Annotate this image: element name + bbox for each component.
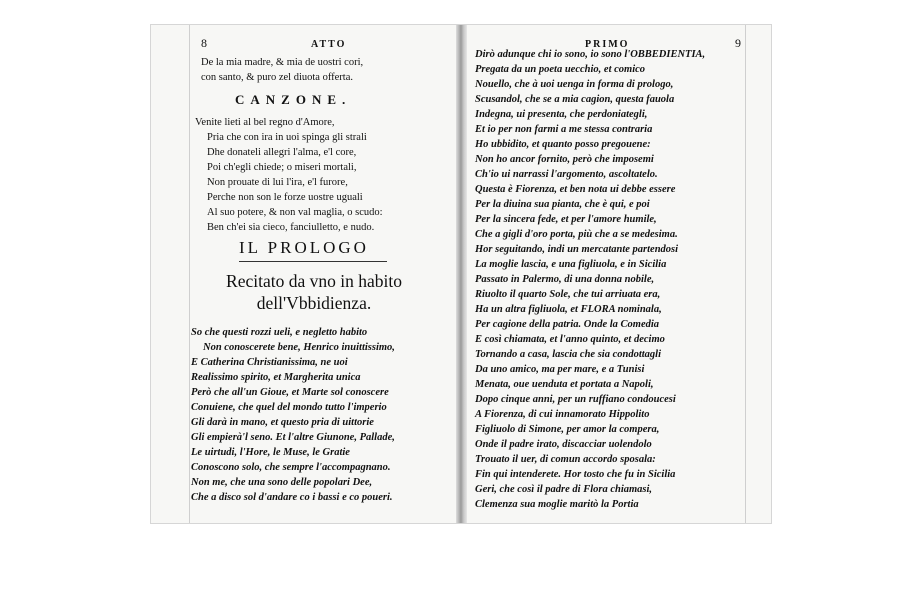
text-line: Realissimo spirito, et Margherita unica <box>191 372 361 383</box>
text-line: Hor seguitando, indi un mercatante partendosi <box>475 244 679 255</box>
text-line: Conoscono solo, che sempre l'accompagnano. <box>191 462 391 473</box>
text-line: Per la diuina sua pianta, che è qui, e poi <box>475 199 650 210</box>
text-line: So che questi rozzi ueli, e negletto habito <box>191 327 368 338</box>
canzone-verses <box>195 115 383 235</box>
book-spread <box>150 24 772 524</box>
recitato-line: Recitato da vno in habito <box>226 271 402 291</box>
text-line: Trouato il uer, di comun accordo sposala: <box>475 454 656 465</box>
text-line: De la mia madre, & mia de uostri cori, <box>201 57 364 68</box>
text-line: Et io per non farmi a me stessa contraria <box>475 124 653 135</box>
text-line: E così chiamata, et l'anno quinto, et decimo <box>475 334 665 345</box>
text-line: A Fiorenza, di cui innamorato Hippolito <box>475 409 650 420</box>
text-line: Le uirtudi, l'Hore, le Muse, le Gratie <box>191 447 350 458</box>
text-line: Ch'io ui narrassi l'argomento, ascoltatelo. <box>475 169 658 180</box>
title-rule <box>239 261 387 262</box>
text-line: Scusandol, che se a mia cagion, questa fauola <box>475 94 675 105</box>
text-line: Figliuolo di Simone, per amor la compera, <box>475 424 660 435</box>
left-top-text <box>201 55 363 85</box>
recitato-line: dell'Vbbidienza. <box>256 293 372 313</box>
text-line: Riuolto il quarto Sole, che tui arriuata era, <box>475 289 661 300</box>
left-page-number: 8 <box>201 36 207 50</box>
text-line: Per la sincera fede, et per l'amore humile, <box>475 214 657 225</box>
prologo-title: IL PROLOGO <box>239 238 369 257</box>
right-running-head: PRIMO <box>585 39 630 50</box>
text-line: Conuiene, che quel del mondo tutto l'imperio <box>191 402 387 413</box>
text-line: Ha un altra figliuola, et FLORA nominala, <box>475 304 662 315</box>
text-line: Clemenza sua moglie maritò la Portia <box>475 499 639 510</box>
text-line: Geri, che così il padre di Flora chiamasi, <box>475 484 653 495</box>
prologo-text <box>191 325 395 505</box>
right-page-number: 9 <box>735 36 741 50</box>
text-line: Dopo cinque anni, per un ruffiano condoucesi <box>475 394 676 405</box>
verse-line: Poi ch'egli chiede; o miseri mortali, <box>207 162 357 173</box>
verse-line: Non prouate di lui l'ira, e'l furore, <box>207 177 348 188</box>
right-page <box>467 25 771 523</box>
verse-line: Perche non son le forze uostre uguali <box>207 192 363 203</box>
text-line: Dirò adunque chi io sono, io sono l'OBBEDIENTIA, <box>475 49 706 60</box>
text-line: Fin qui intenderete. Hor tosto che fu in Sicilia <box>475 469 676 480</box>
book-gutter <box>456 25 467 523</box>
text-line: Indegna, ui presenta, che perdoniategli, <box>475 109 648 120</box>
text-line: Tornando a casa, lascia che sia condottagli <box>475 349 662 360</box>
canzone-title: CANZONE. <box>235 92 352 107</box>
text-line: Non me, che una sono delle popolari Dee, <box>191 477 373 488</box>
verse-line: Ben ch'ei sia cieco, fanciulletto, e nudo. <box>207 222 375 233</box>
text-line: Nouello, che à uoi uenga in forma di prologo, <box>475 79 674 90</box>
text-line: Non conoscerete bene, Henrico inuittissimo, <box>203 342 395 353</box>
left-page <box>151 25 456 523</box>
text-line: Da uno amico, ma per mare, e a Tunisi <box>475 364 645 375</box>
right-text-body <box>475 47 705 512</box>
text-line: Non ho ancor fornito, però che imposemi <box>475 154 654 165</box>
text-line: Passato in Palermo, di una donna nobile, <box>475 274 655 285</box>
text-line: Pregata da un poeta uecchio, et comico <box>475 64 646 75</box>
verse-line: Al suo potere, & non val maglia, o scudo: <box>207 207 383 218</box>
left-running-head: ATTO <box>311 39 347 50</box>
recitato-heading <box>209 270 419 314</box>
text-line: E Catherina Christianissima, ne uoi <box>191 357 348 368</box>
text-line: Però che all'un Gioue, et Marte sol conoscere <box>191 387 389 398</box>
text-line: Gli empierà'l seno. Et l'altre Giunone, Pallade, <box>191 432 395 443</box>
verse-line: Dhe donateli allegri l'alma, e'l core, <box>207 147 357 158</box>
text-line: Gli darà in mano, et questo pria di uittorie <box>191 417 374 428</box>
text-line: Che a disco sol d'andare co i bassi e co poueri. <box>191 492 393 503</box>
verse-line: Venite lieti al bel regno d'Amore, <box>195 117 335 128</box>
text-line: Onde il padre irato, discacciar uolendolo <box>475 439 652 450</box>
text-line: Che a gigli d'oro porta, più che a se medesima. <box>475 229 678 240</box>
text-line: Menata, oue uenduta et portata a Napoli, <box>475 379 654 390</box>
text-line: La moglie lascia, e una figliuola, e in Sicilia <box>475 259 667 270</box>
text-line: Ho ubbidito, et quanto posso pregouene: <box>475 139 651 150</box>
text-line: Per cagione della patria. Onde la Comedia <box>475 319 660 330</box>
text-line: con santo, & puro zel diuota offerta. <box>201 72 354 83</box>
text-line: Questa è Fiorenza, et ben nota ui debbe essere <box>475 184 676 195</box>
verse-line: Pria che con ira in uoi spinga gli strali <box>207 132 367 143</box>
